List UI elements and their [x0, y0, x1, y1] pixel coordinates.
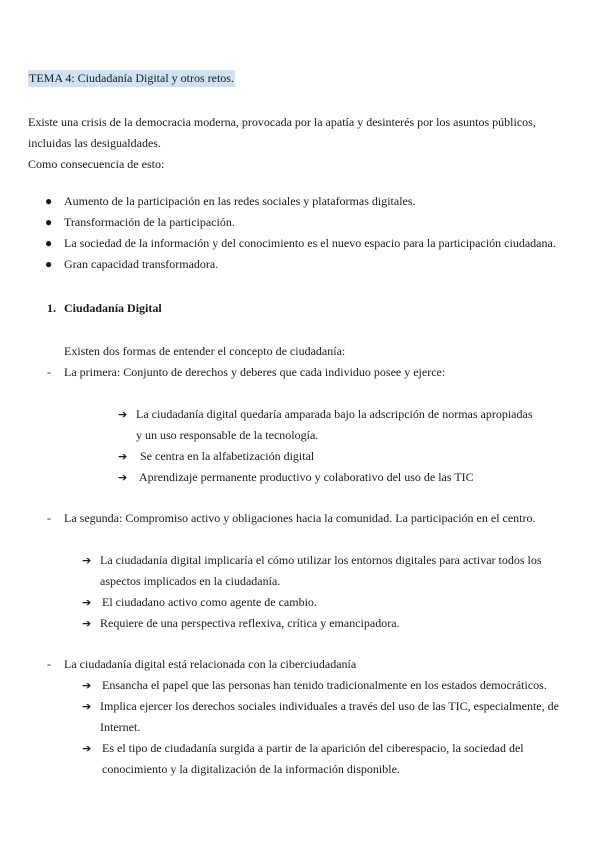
arrow-icon: ➔ [118, 471, 128, 484]
list-item: ➔ Implica ejercer los derechos sociales individuales a través del uso de las TIC, especialmente, de Internet. [82, 696, 568, 738]
list-item: ➔ Ensancha el papel que las personas han tenido tradicionalmente en los estados democráticos. [82, 675, 568, 696]
bullet-icon: ● [45, 194, 53, 208]
list-item: ● Aumento de la participación en las redes sociales y plataformas digitales. [28, 191, 588, 212]
section-title: Ciudadanía Digital [64, 301, 162, 315]
arrow-icon: ➔ [82, 596, 92, 609]
consequence-list [28, 191, 588, 275]
section-number: 1. [47, 301, 56, 315]
list-item: ➔ Se centra en la alfabetización digital [118, 446, 538, 467]
bullet-icon: ● [45, 236, 53, 250]
arrow-icon: ➔ [82, 554, 92, 567]
arrow-list-second [82, 550, 542, 634]
list-item: ➔ Requiere de una perspectiva reflexiva, crítica y emancipadora. [82, 613, 542, 634]
list-item: ● Gran capacidad transformadora. [28, 254, 588, 275]
arrow-icon: ➔ [82, 679, 92, 692]
intro-paragraph [28, 112, 568, 175]
arrow-icon: ➔ [118, 450, 128, 463]
arrow-icon: ➔ [118, 408, 128, 421]
arrow-icon: ➔ [82, 700, 92, 713]
list-item: ● Transformación de la participación. [28, 212, 588, 233]
dash-marker: - [47, 511, 51, 525]
arrow-list-first [118, 404, 538, 488]
dash-text: La primera: Conjunto de derechos y deberes que cada individuo posee y ejerce: [64, 365, 446, 379]
bullet-icon: ● [45, 257, 53, 271]
arrow-list-third [82, 675, 568, 780]
section-heading [47, 298, 162, 319]
dash-marker: - [47, 365, 51, 379]
intro-text: Existe una crisis de la democracia moderna, provocada por la apatía y desinterés por los asuntos públicos, incluidas las desigualdades. [28, 115, 536, 150]
dash-text: La segunda: Compromiso activo y obligaciones hacia la comunidad. La participación en el centro. [64, 511, 536, 525]
list-item: ● La sociedad de la información y del conocimiento es el nuevo espacio para la participación ciudadana. [28, 233, 588, 254]
section-intro: Existen dos formas de entender el concepto de ciudadanía: [64, 344, 346, 358]
list-item: ➔ Es el tipo de ciudadanía surgida a partir de la aparición del ciberespacio, la sociedad del conocimiento y la digitalización de la información disponible. [82, 738, 542, 780]
title-text: TEMA 4: Ciudadanía Digital y otros retos. [29, 71, 234, 85]
list-item: ➔ Aprendizaje permanente productivo y colaborativo del uso de las TIC [118, 467, 538, 488]
list-item: ➔ La ciudadanía digital quedaría amparada bajo la adscripción de normas apropiadas y un uso responsable de la tecnología. [118, 404, 538, 446]
dash-text: La ciudadanía digital está relacionada con la ciberciudadanía [64, 657, 357, 671]
document-title [28, 68, 235, 89]
bullet-icon: ● [45, 215, 53, 229]
dash-marker: - [47, 657, 51, 671]
list-item: ➔ El ciudadano activo como agente de cambio. [82, 592, 542, 613]
intro-consequence: Como consecuencia de esto: [28, 157, 165, 171]
list-item: ➔ La ciudadanía digital implicaría el cómo utilizar los entornos digitales para activar todos los aspectos implicados en la ciudadanía. [82, 550, 542, 592]
arrow-icon: ➔ [82, 617, 92, 630]
arrow-icon: ➔ [82, 742, 92, 755]
